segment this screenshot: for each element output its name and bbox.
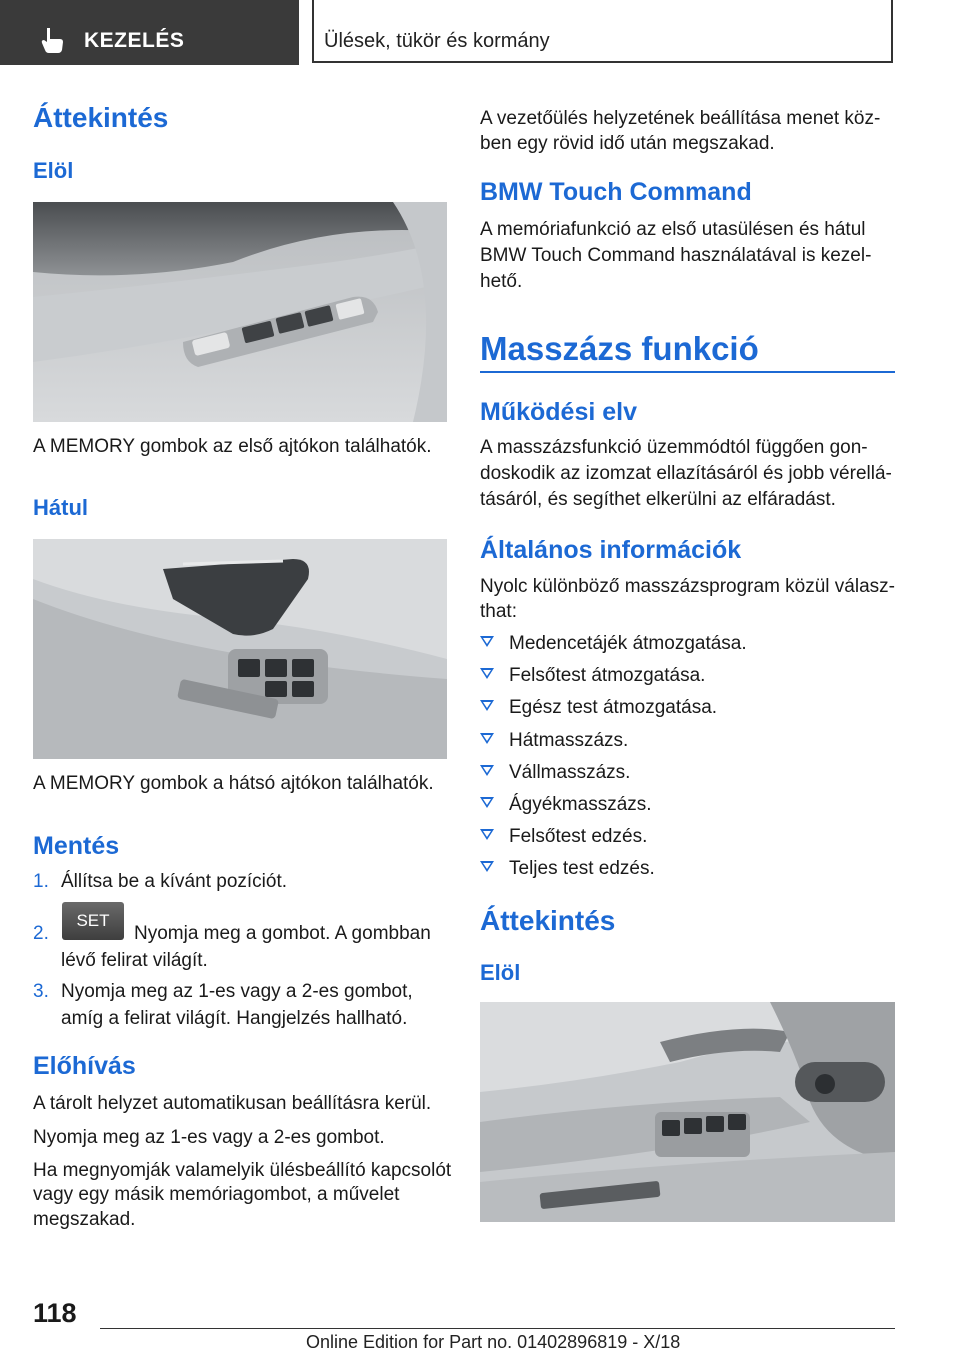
step-text: Nyomja meg az 1-es vagy a 2-es gombot, (61, 981, 413, 1002)
caption-front: A MEMORY gombok az első ajtókon találhatók. (33, 436, 432, 457)
list-item (33, 868, 453, 898)
edition-text: Online Edition for Part no. 01402896819 - X/18 (306, 1332, 681, 1352)
section-tab (0, 0, 299, 65)
triangle-bullet-icon (480, 829, 494, 840)
recall-text-3b: vagy egy másik memóriagombot, a művelet (33, 1184, 400, 1205)
triangle-bullet-icon (480, 733, 494, 744)
page-number: 118 (33, 1298, 77, 1328)
heading-overview: Áttekintés (33, 102, 169, 133)
step-text-cont: amíg a felirat világít. Hangjelzés hallható. (61, 1008, 408, 1029)
heading-principle: Működési elv (480, 398, 637, 426)
front-door-image (33, 202, 447, 422)
hand-icon (38, 26, 66, 54)
intro-text: A vezetőülés helyzetének beállítása menet köz- (480, 108, 881, 129)
triangle-bullet-icon (480, 668, 494, 679)
step-text: Állítsa be a kívánt pozíciót. (61, 871, 288, 892)
triangle-bullet-icon (480, 797, 494, 808)
principle-text-c: tásáról, és segíthet elkerülni az elfáradást. (480, 489, 836, 510)
recall-text-2: Nyomja meg az 1-es vagy a 2-es gombot. (33, 1127, 385, 1148)
front-door-massage-image (480, 1002, 895, 1222)
triangle-bullet-icon (480, 861, 494, 872)
touch-text-c: hető. (480, 271, 523, 292)
list-item (33, 978, 453, 1034)
program-label: Felsőtest edzés. (509, 826, 648, 847)
section-title: KEZELÉS (84, 29, 185, 52)
step-number: 1. (33, 871, 49, 892)
heading-save: Mentés (33, 832, 120, 860)
principle-text-a: A masszázsfunkció üzemmódtól függően gon- (480, 437, 868, 458)
triangle-bullet-icon (480, 700, 494, 711)
principle-text-b: doskodik az izomzat ellazításáról és jobb vérellá- (480, 463, 892, 484)
program-label: Vállmasszázs. (509, 762, 631, 783)
footer-divider (100, 1328, 895, 1329)
recall-text-1: A tárolt helyzet automatikusan beállításra kerül. (33, 1093, 432, 1114)
heading-front: Elöl (33, 158, 74, 183)
touch-text-b: BMW Touch Command használatával is kezel- (480, 245, 872, 266)
general-text-b: that: (480, 601, 517, 622)
intro-text-b: ben egy rövid idő után megszakad. (480, 133, 775, 154)
caption-rear: A MEMORY gombok a hátsó ajtókon találhatók. (33, 773, 434, 794)
triangle-bullet-icon (480, 636, 494, 647)
touch-text-a: A memóriafunkció az első utasülésen és hátul (480, 219, 866, 240)
heading-massage: Masszázs funkció (480, 330, 759, 367)
heading-rule (480, 371, 895, 373)
heading-general: Általános információk (480, 536, 742, 564)
heading-recall: Előhívás (33, 1052, 136, 1080)
chapter-title: Ülések, tükör és kormány (324, 30, 550, 52)
step-number: 2. (33, 923, 49, 944)
rear-door-image (33, 539, 447, 759)
program-label: Felsőtest átmozgatása. (509, 665, 706, 686)
program-label: Hátmasszázs. (509, 730, 629, 751)
program-label: Medencetájék átmozgatása. (509, 633, 747, 654)
general-text-a: Nyolc különböző masszázsprogram közül válasz- (480, 576, 895, 597)
step-text: Nyomja meg a gombot. A gombban (134, 923, 431, 944)
step-number: 3. (33, 981, 49, 1002)
recall-text-3: Ha megnyomják valamelyik ülésbeállító kapcsolót (33, 1160, 452, 1181)
program-label: Egész test átmozgatása. (509, 697, 718, 718)
set-button-icon: SET (62, 902, 124, 940)
program-label: Ágyékmasszázs. (509, 794, 652, 815)
triangle-bullet-icon (480, 765, 494, 776)
recall-text-3c: megszakad. (33, 1209, 136, 1230)
heading-overview-right: Áttekintés (480, 905, 616, 936)
heading-rear: Hátul (33, 495, 88, 520)
heading-touch-command: BMW Touch Command (480, 178, 752, 206)
chapter-tab (312, 0, 893, 63)
program-label: Teljes test edzés. (509, 858, 655, 879)
heading-front-right: Elöl (480, 960, 521, 985)
step-text-cont: lévő felirat világít. (61, 950, 208, 971)
